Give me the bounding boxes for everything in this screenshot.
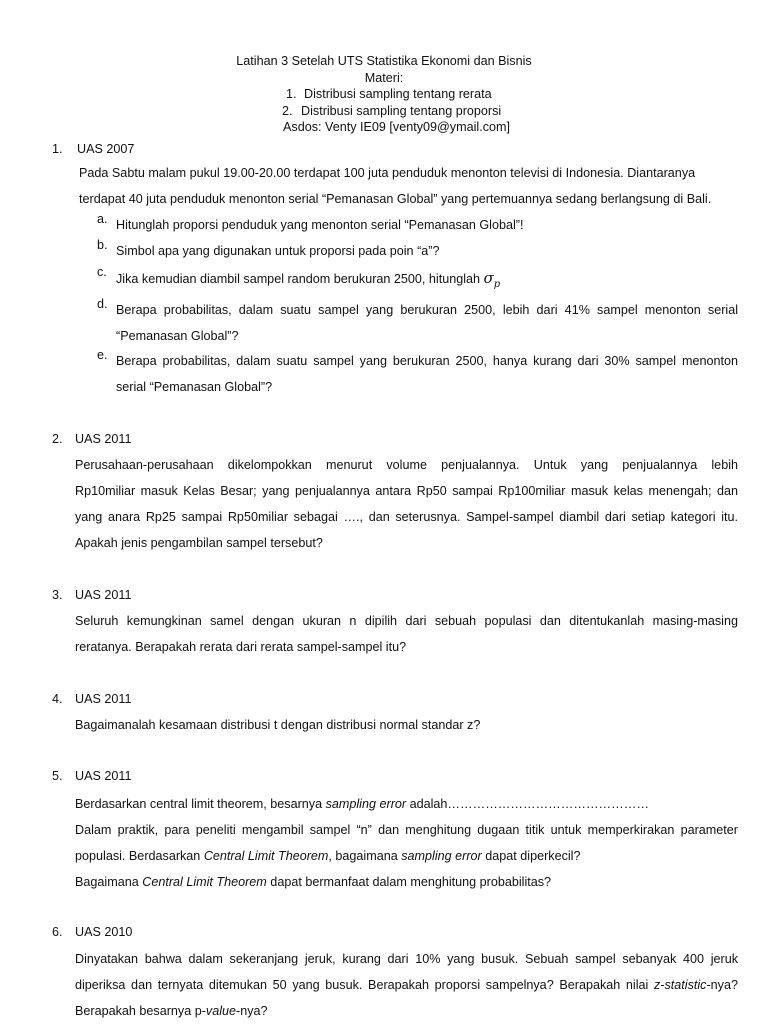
question-1-intro-line-2: terdapat 40 juta penduduk menonton serial “Pemanasan Global” yang pertemuannya sedang berlangsung di Bali. <box>79 192 712 206</box>
question-5-line-3-em2: sampling error <box>401 849 482 863</box>
question-1e-line-2: serial “Pemanasan Global”? <box>116 380 273 394</box>
question-1d-line-2: “Pemanasan Global”? <box>116 329 239 343</box>
asdos-line: Asdos: Venty IE09 [venty09@ymail.com] <box>283 120 510 134</box>
question-4-title: UAS 2011 <box>75 692 132 706</box>
question-1a-letter: a. <box>97 212 108 226</box>
question-2-line-1: Perusahaan-perusahaan dikelompokkan menurut volume penjualannya. Untuk yang penjualannya lebih <box>75 458 738 472</box>
sigma-subscript: p <box>493 279 501 290</box>
question-5-line-3-em1: Central Limit Theorem <box>203 849 329 863</box>
question-4-number: 4. <box>52 692 63 706</box>
materi-item-2-text: Distribusi sampling tentang proporsi <box>301 103 502 118</box>
question-2-body <box>75 452 738 556</box>
question-3-line-2: reratanya. Berapakah rerata dari rerata sampel-sampel itu? <box>75 640 407 654</box>
question-1d-line-1: Berapa probabilitas, dalam suatu sampel yang berukuran 2500, lebih dari 41% sampel menonton serial <box>116 303 738 317</box>
question-1-intro <box>79 160 738 212</box>
materi-item-1 <box>0 86 768 103</box>
question-1-title: UAS 2007 <box>77 142 135 156</box>
question-5-line-1 <box>75 791 738 817</box>
question-2-line-3: yang anara Rp25 sampai Rp50miliar sebagai …., dan seterusnya. Sampel-sampel diambil dari setiap kategori itu. <box>75 510 738 524</box>
question-6-line-2-a: diperiksa dan ternyata ditemukan 50 yang busuk. Berapakah proporsi sampelnya? Berapakah nilai <box>75 978 654 992</box>
question-5-line-1-a: Berdasarkan central limit theorem, besarnya <box>75 797 326 811</box>
materi-item-1-text: Distribusi sampling tentang rerata <box>304 87 492 101</box>
question-4-body <box>75 712 738 738</box>
materi-item-2 <box>0 103 768 120</box>
question-1d-text <box>116 297 738 349</box>
question-6-body <box>75 946 738 1024</box>
sigma-p-symbol <box>483 269 501 290</box>
question-2-title: UAS 2011 <box>75 432 132 446</box>
question-5-line-2: Dalam praktik, para peneliti mengambil sampel “n” dan menghitung dugaan titik untuk memperkirakan parameter <box>75 823 738 837</box>
question-6-line-2-b: -nya? <box>706 978 738 992</box>
question-5-line-3-b: , bagaimana <box>328 849 402 863</box>
question-2-number: 2. <box>52 432 63 446</box>
question-1-intro-line-1: Pada Sabtu malam pukul 19.00-20.00 terdapat 100 juta penduduk menonton televisi di Indonesia. Diantaranya <box>79 166 696 180</box>
question-1b-letter: b. <box>97 238 108 252</box>
question-5-title: UAS 2011 <box>75 769 132 783</box>
question-1d-letter: d. <box>97 297 108 311</box>
question-1e-line-1: Berapa probabilitas, dalam suatu sampel yang berukuran 2500, hanya kurang dari 30% sampel menonton <box>116 354 738 368</box>
document-header <box>0 53 768 136</box>
question-5-body <box>75 791 738 895</box>
question-5-line-4-a: Bagaimana <box>75 875 143 889</box>
question-2-line-2: Rp10miliar masuk Kelas Besar; yang penjualannya antara Rp50 sampai Rp100miliar masuk kelas menengah; dan <box>75 484 738 498</box>
materi-label: Materi: <box>364 70 404 85</box>
question-2-line-4: Apakah jenis pengambilan sampel tersebut? <box>75 536 323 550</box>
question-1-number: 1. <box>52 142 63 156</box>
question-6-line-1: Dinyatakan bahwa dalam sekeranjang jeruk, kurang dari 10% yang busuk. Sebuah sampel sebanyak 400 jeruk <box>75 952 738 966</box>
materi-item-2-number: 2. <box>282 103 293 118</box>
question-6-line-2 <box>75 972 738 998</box>
question-1c-text-body: Jika kemudian diambil sampel random berukuran 2500, hitunglah <box>116 272 481 286</box>
document-title: Latihan 3 Setelah UTS Statistika Ekonomi dan Bisnis <box>236 54 532 68</box>
question-3-line-1: Seluruh kemungkinan samel dengan ukuran n dipilih dari sebuah populasi dan ditentukanlah masing-masing <box>75 614 738 628</box>
question-1e-text <box>116 348 738 400</box>
question-5-line-1-b: adalah………………………………………… <box>406 797 649 811</box>
question-1b-text: Simbol apa yang digunakan untuk proporsi pada poin “a”? <box>116 244 440 258</box>
question-1a-text: Hitunglah proporsi penduduk yang menonton serial “Pemanasan Global”! <box>116 218 524 232</box>
question-3-number: 3. <box>52 588 63 602</box>
question-1e-letter: e. <box>97 348 108 362</box>
question-6-line-3-em: value <box>205 1004 237 1018</box>
question-5-line-1-em: sampling error <box>325 797 407 811</box>
question-6-line-3 <box>75 998 738 1024</box>
materi-item-1-number: 1. <box>286 87 297 101</box>
question-5-line-4-em: Central Limit Theorem <box>142 875 267 889</box>
question-6-title: UAS 2010 <box>75 925 133 939</box>
question-6-line-2-em: z-statistic <box>654 978 707 992</box>
question-5-line-4-b: dapat bermanfaat dalam menghitung probabilitas? <box>266 875 552 889</box>
question-5-number: 5. <box>52 769 63 783</box>
question-1c-text <box>116 265 738 298</box>
question-3-body <box>75 608 738 660</box>
question-6-line-3-b: -nya? <box>236 1004 268 1018</box>
question-1c-letter: c. <box>97 265 107 279</box>
question-5-line-4 <box>75 869 738 895</box>
question-3-title: UAS 2011 <box>75 588 132 602</box>
question-6-line-3-a: Berapakah besarnya p- <box>75 1004 206 1018</box>
question-4-line-1: Bagaimanalah kesamaan distribusi t dengan distribusi normal standar z? <box>75 718 481 732</box>
question-5-line-3 <box>75 843 738 869</box>
sigma-glyph: σ <box>483 269 494 287</box>
question-5-line-3-a: populasi. Berdasarkan <box>75 849 204 863</box>
question-5-line-3-c: dapat diperkecil? <box>481 849 581 863</box>
question-6-number: 6. <box>52 925 63 939</box>
